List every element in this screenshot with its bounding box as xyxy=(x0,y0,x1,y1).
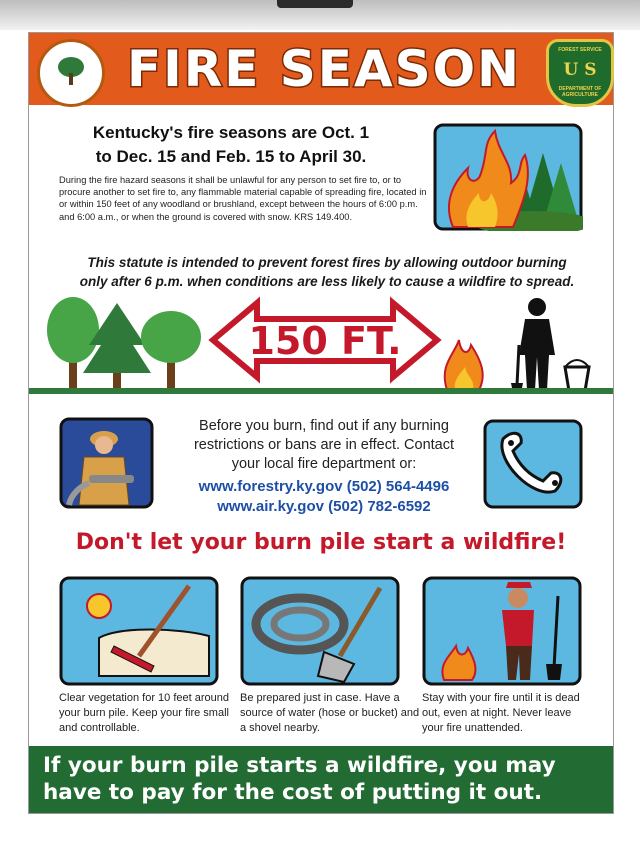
viewer-top-bar xyxy=(0,0,640,30)
distance-arrow xyxy=(213,303,437,377)
telephone-illustration xyxy=(483,419,583,509)
headline-line-1: Kentucky's fire seasons are Oct. 1 xyxy=(92,123,370,142)
warning-heading: Don't let your burn pile start a wildfire! xyxy=(75,530,567,555)
firefighter-illustration xyxy=(59,417,154,509)
hose-and-shovel-illustration xyxy=(240,576,400,686)
viewer-tab-handle[interactable] xyxy=(277,0,353,8)
poster-header xyxy=(29,33,613,105)
cost-warning-footer xyxy=(29,746,613,813)
shield-mark: U S xyxy=(563,60,597,80)
footer-text xyxy=(43,752,603,806)
tip-caption-stay-with-fire: Stay with your fire until it is dead out, even at night. Never leave your fire unattended. xyxy=(422,692,580,734)
footer-line-1: If your burn pile starts a wildfire, you may xyxy=(43,753,556,778)
forestry-contact-link[interactable]: www.forestry.ky.gov (502) 564-4496 xyxy=(198,478,450,495)
contact-line-3: your local fire department or: xyxy=(231,456,417,472)
headline-line-2: to Dec. 15 and Feb. 15 to April 30. xyxy=(95,147,367,166)
distance-label: 150 FT. xyxy=(248,319,402,363)
ground-divider xyxy=(29,388,613,394)
contact-line-2: restrictions or bans are in effect. Contact xyxy=(193,437,455,453)
law-text: During the fire hazard seasons it shall be unlawful for any person to set fire to, or to procure another to set fire to, any flammable material capable of spreading fire, located in or within 150 feet of any woodland or brushland, except between the hours of 6:00 p.m. and 6:00 a.m., or when the ground is covered with snow. KRS 149.400. xyxy=(59,175,427,222)
round-tree-icon xyxy=(141,311,201,390)
fire-season-dates xyxy=(41,121,421,169)
poster-title: FIRE SEASON xyxy=(126,40,522,98)
person-with-shovel-icon xyxy=(511,298,589,393)
statute-line-2: only after 6 p.m. when conditions are less likely to cause a wildfire to spread. xyxy=(79,274,575,289)
clear-vegetation-illustration xyxy=(59,576,219,686)
distance-scene xyxy=(29,295,613,395)
shield-top-text: FOREST SERVICE xyxy=(558,47,602,53)
tip-caption-clear-vegetation: Clear vegetation for 10 feet around your burn pile. Keep your fire small and controllable. xyxy=(59,692,230,734)
statute-explanation xyxy=(47,253,607,291)
forest-service-shield xyxy=(546,39,614,107)
shield-bottom-text: DEPARTMENT OF AGRICULTURE xyxy=(558,86,602,98)
seal-tree-icon xyxy=(55,55,87,87)
tip-caption-be-prepared: Be prepared just in case. Have a source of water (hose or bucket) and a shovel nearby. xyxy=(240,692,420,734)
footer-line-2: have to pay for the cost of putting it out. xyxy=(43,780,543,805)
statute-line-1: This statute is intended to prevent forest fires by allowing outdoor burning xyxy=(87,255,567,270)
contact-instructions xyxy=(169,417,479,474)
burn-pile-flame-icon xyxy=(445,340,483,390)
kentucky-forestry-seal xyxy=(37,39,105,107)
stay-with-fire-illustration xyxy=(422,576,582,686)
fire-season-poster xyxy=(28,32,614,814)
forest-fire-illustration xyxy=(433,123,583,231)
contact-line-1: Before you burn, find out if any burning xyxy=(199,418,449,434)
air-contact-link[interactable]: www.air.ky.gov (502) 782-6592 xyxy=(217,498,431,515)
